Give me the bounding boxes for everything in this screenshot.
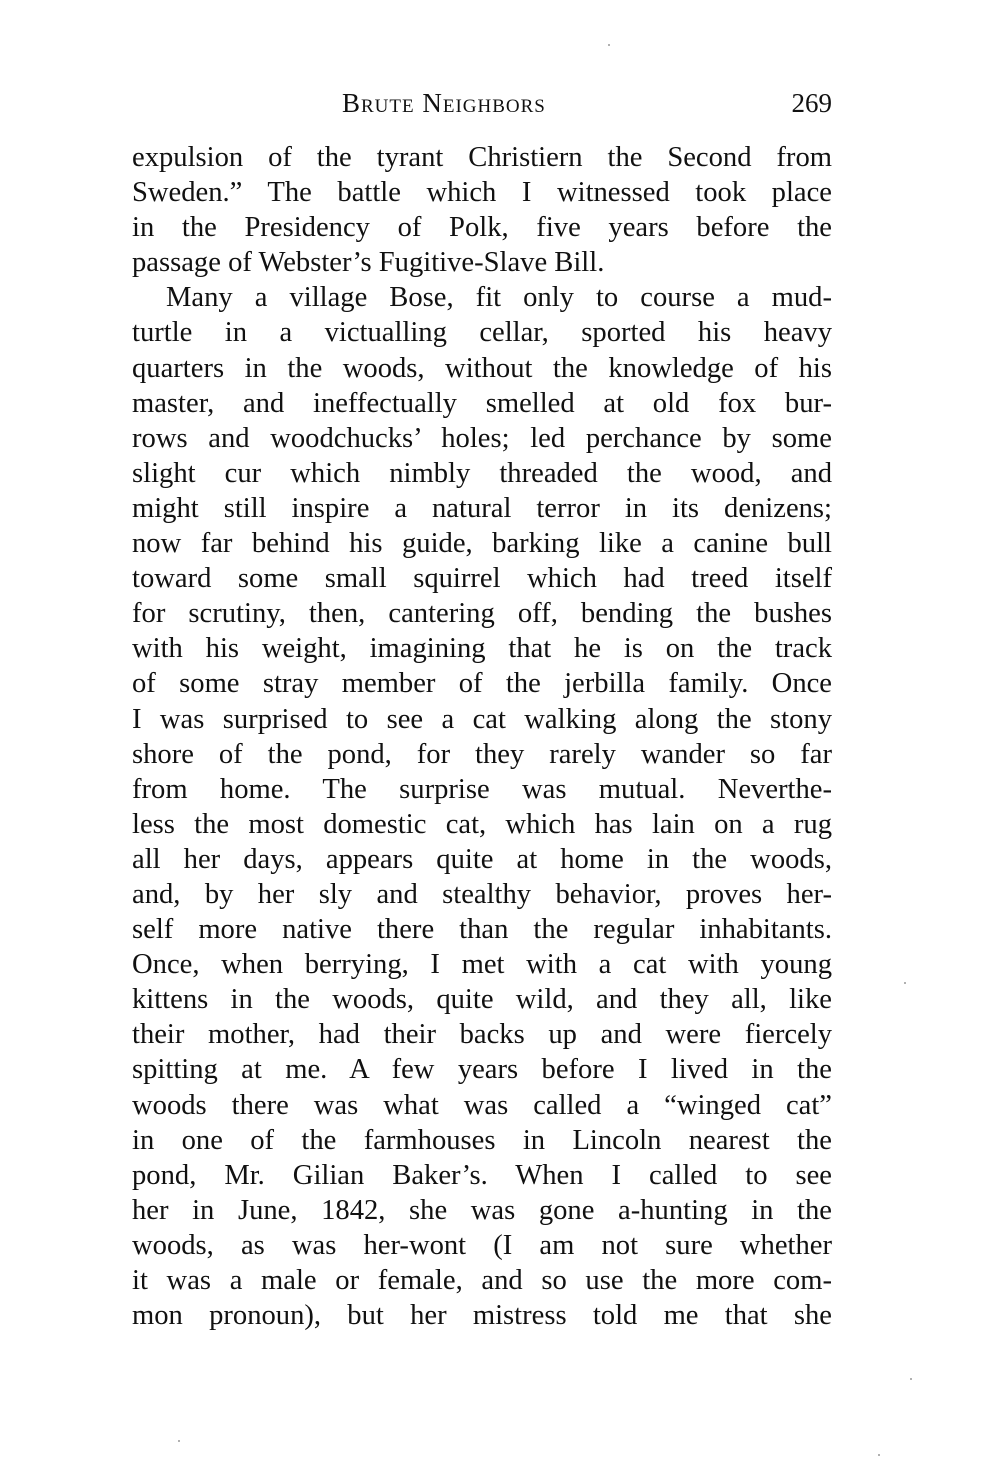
text-line: in one of the farmhouses in Lincoln nearest the [132,1124,832,1156]
scan-speck [178,1440,180,1442]
text-line: expulsion of the tyrant Christiern the Second from [132,142,832,173]
text-line: Many a village Bose, fit only to course a mud- [166,282,832,314]
text-line: master, and ineffectually smelled at old fox bur- [132,387,832,419]
text-line: mon pronoun), but her mistress told me that she [132,1300,832,1332]
text-line: all her days, appears quite at home in the woods, [132,843,832,875]
page-header [132,88,832,128]
text-line: with his weight, imagining that he is on the track [132,633,832,665]
text-line: from home. The surprise was mutual. Neverthe- [132,773,832,805]
text-line: might still inspire a natural terror in its denizens; [132,492,832,524]
scan-speck [878,1454,880,1456]
text-line: toward some small squirrel which had treed itself [132,563,832,595]
body-text [132,140,832,1333]
text-line: kittens in the woods, quite wild, and they all, like [132,984,832,1016]
text-line: shore of the pond, for they rarely wander so far [132,738,832,770]
text-line: I was surprised to see a cat walking along the stony [132,703,832,735]
text-line: and, by her sly and stealthy behavior, proves her- [132,878,832,910]
text-line: Once, when berrying, I met with a cat with young [132,949,832,981]
running-head: Brute Neighbors [342,88,546,118]
text-line: of some stray member of the jerbilla family. Once [132,668,832,700]
text-line: it was a male or female, and so use the more com- [132,1265,832,1296]
text-line: self more native there than the regular inhabitants. [132,914,832,946]
text-line: now far behind his guide, barking like a canine bull [132,528,832,560]
text-line: Sweden.” The battle which I witnessed took place [132,177,832,209]
text-line: woods, as was her-wont (I am not sure whether [132,1229,832,1261]
text-line: woods there was what was called a “winged cat” [132,1089,832,1121]
text-line: rows and woodchucks’ holes; led perchance by some [132,422,832,454]
text-line: less the most domestic cat, which has lain on a rug [132,808,832,840]
text-line: her in June, 1842, she was gone a-hunting in the [132,1194,832,1226]
text-line: slight cur which nimbly threaded the wood, and [132,457,832,489]
scan-speck [608,44,610,46]
text-line: passage of Webster’s Fugitive-Slave Bill. [132,247,605,279]
text-line: their mother, had their backs up and were fiercely [132,1019,832,1051]
text-line: for scrutiny, then, cantering off, bending the bushes [132,598,832,630]
scan-speck [910,1378,912,1380]
scan-speck [904,982,906,984]
text-line: turtle in a victualling cellar, sported his heavy [132,317,832,349]
page-number: 269 [791,88,832,118]
text-line: spitting at me. A few years before I lived in the [132,1054,832,1086]
text-line: in the Presidency of Polk, five years before the [132,212,832,244]
text-line: quarters in the woods, without the knowledge of his [132,352,832,384]
text-line: pond, Mr. Gilian Baker’s. When I called to see [132,1159,832,1191]
